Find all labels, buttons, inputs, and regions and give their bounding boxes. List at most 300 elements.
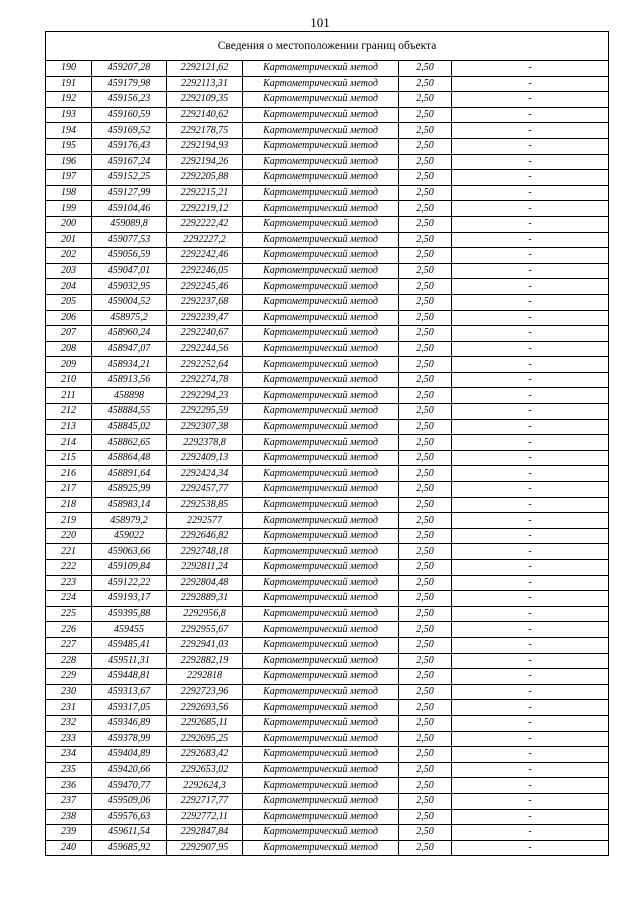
y-coordinate-cell: 2292956,8 [167, 606, 243, 622]
description-cell: - [452, 185, 609, 201]
description-cell: - [452, 326, 609, 342]
description-cell: - [452, 170, 609, 186]
y-coordinate-cell: 2292818 [167, 669, 243, 685]
accuracy-cell: 2,50 [399, 466, 452, 482]
table-row [46, 482, 609, 498]
method-cell: Картометрический метод [243, 560, 399, 576]
x-coordinate-cell: 458862,65 [92, 435, 167, 451]
x-coordinate-cell: 458979,2 [92, 513, 167, 529]
x-coordinate-cell: 459089,8 [92, 216, 167, 232]
method-cell: Картометрический метод [243, 715, 399, 731]
description-cell: - [452, 482, 609, 498]
x-coordinate-cell: 459346,89 [92, 715, 167, 731]
description-cell: - [452, 404, 609, 420]
y-coordinate-cell: 2292955,67 [167, 622, 243, 638]
point-number-cell: 221 [46, 544, 92, 560]
accuracy-cell: 2,50 [399, 185, 452, 201]
x-coordinate-cell: 459470,77 [92, 778, 167, 794]
table-row [46, 793, 609, 809]
description-cell: - [452, 560, 609, 576]
table-row [46, 606, 609, 622]
table-row [46, 715, 609, 731]
point-number-cell: 202 [46, 248, 92, 264]
point-number-cell: 219 [46, 513, 92, 529]
x-coordinate-cell: 459313,67 [92, 684, 167, 700]
x-coordinate-cell: 459509,06 [92, 793, 167, 809]
table-row [46, 684, 609, 700]
y-coordinate-cell: 2292140,62 [167, 107, 243, 123]
y-coordinate-cell: 2292646,82 [167, 528, 243, 544]
method-cell: Картометрический метод [243, 840, 399, 856]
point-number-cell: 236 [46, 778, 92, 794]
method-cell: Картометрический метод [243, 762, 399, 778]
method-cell: Картометрический метод [243, 294, 399, 310]
point-number-cell: 192 [46, 92, 92, 108]
description-cell: - [452, 216, 609, 232]
x-coordinate-cell: 459420,66 [92, 762, 167, 778]
point-number-cell: 217 [46, 482, 92, 498]
y-coordinate-cell: 2292804,48 [167, 575, 243, 591]
method-cell: Картометрический метод [243, 622, 399, 638]
table-row [46, 326, 609, 342]
point-number-cell: 223 [46, 575, 92, 591]
y-coordinate-cell: 2292811,24 [167, 560, 243, 576]
point-number-cell: 190 [46, 61, 92, 77]
y-coordinate-cell: 2292244,56 [167, 341, 243, 357]
table-row [46, 731, 609, 747]
table-row [46, 107, 609, 123]
point-number-cell: 218 [46, 497, 92, 513]
table-row [46, 61, 609, 77]
point-number-cell: 225 [46, 606, 92, 622]
accuracy-cell: 2,50 [399, 497, 452, 513]
y-coordinate-cell: 2292242,46 [167, 248, 243, 264]
y-coordinate-cell: 2292227,2 [167, 232, 243, 248]
table-row [46, 404, 609, 420]
table-row [46, 138, 609, 154]
point-number-cell: 195 [46, 138, 92, 154]
x-coordinate-cell: 459193,17 [92, 591, 167, 607]
table-row [46, 294, 609, 310]
point-number-cell: 204 [46, 279, 92, 295]
point-number-cell: 220 [46, 528, 92, 544]
x-coordinate-cell: 459404,89 [92, 747, 167, 763]
point-number-cell: 222 [46, 560, 92, 576]
x-coordinate-cell: 458845,02 [92, 419, 167, 435]
accuracy-cell: 2,50 [399, 248, 452, 264]
method-cell: Картометрический метод [243, 435, 399, 451]
method-cell: Картометрический метод [243, 825, 399, 841]
method-cell: Картометрический метод [243, 528, 399, 544]
accuracy-cell: 2,50 [399, 793, 452, 809]
y-coordinate-cell: 2292685,11 [167, 715, 243, 731]
method-cell: Картометрический метод [243, 575, 399, 591]
description-cell: - [452, 419, 609, 435]
x-coordinate-cell: 459122,22 [92, 575, 167, 591]
accuracy-cell: 2,50 [399, 232, 452, 248]
point-number-cell: 234 [46, 747, 92, 763]
accuracy-cell: 2,50 [399, 653, 452, 669]
method-cell: Картометрический метод [243, 107, 399, 123]
accuracy-cell: 2,50 [399, 731, 452, 747]
method-cell: Картометрический метод [243, 482, 399, 498]
y-coordinate-cell: 2292424,34 [167, 466, 243, 482]
y-coordinate-cell: 2292577 [167, 513, 243, 529]
method-cell: Картометрический метод [243, 341, 399, 357]
y-coordinate-cell: 2292246,05 [167, 263, 243, 279]
table-row [46, 232, 609, 248]
table-row [46, 809, 609, 825]
description-cell: - [452, 762, 609, 778]
x-coordinate-cell: 459485,41 [92, 637, 167, 653]
point-number-cell: 231 [46, 700, 92, 716]
method-cell: Картометрический метод [243, 637, 399, 653]
point-number-cell: 233 [46, 731, 92, 747]
description-cell: - [452, 450, 609, 466]
description-cell: - [452, 528, 609, 544]
table-row [46, 669, 609, 685]
description-cell: - [452, 263, 609, 279]
description-cell: - [452, 809, 609, 825]
accuracy-cell: 2,50 [399, 201, 452, 217]
description-cell: - [452, 154, 609, 170]
method-cell: Картометрический метод [243, 92, 399, 108]
point-number-cell: 205 [46, 294, 92, 310]
accuracy-cell: 2,50 [399, 684, 452, 700]
table-row [46, 123, 609, 139]
description-cell: - [452, 637, 609, 653]
description-cell: - [452, 310, 609, 326]
table-row [46, 341, 609, 357]
y-coordinate-cell: 2292219,12 [167, 201, 243, 217]
accuracy-cell: 2,50 [399, 61, 452, 77]
accuracy-cell: 2,50 [399, 341, 452, 357]
x-coordinate-cell: 458884,55 [92, 404, 167, 420]
y-coordinate-cell: 2292457,77 [167, 482, 243, 498]
accuracy-cell: 2,50 [399, 637, 452, 653]
y-coordinate-cell: 2292237,68 [167, 294, 243, 310]
y-coordinate-cell: 2292245,46 [167, 279, 243, 295]
method-cell: Картометрический метод [243, 310, 399, 326]
x-coordinate-cell: 459378,99 [92, 731, 167, 747]
description-cell: - [452, 669, 609, 685]
page-number: 101 [310, 15, 330, 30]
table-row [46, 185, 609, 201]
y-coordinate-cell: 2292693,56 [167, 700, 243, 716]
y-coordinate-cell: 2292941,03 [167, 637, 243, 653]
accuracy-cell: 2,50 [399, 123, 452, 139]
accuracy-cell: 2,50 [399, 419, 452, 435]
point-number-cell: 196 [46, 154, 92, 170]
description-cell: - [452, 92, 609, 108]
description-cell: - [452, 622, 609, 638]
description-cell: - [452, 840, 609, 856]
table-row [46, 840, 609, 856]
description-cell: - [452, 279, 609, 295]
table-row [46, 560, 609, 576]
description-cell: - [452, 107, 609, 123]
table-row [46, 591, 609, 607]
accuracy-cell: 2,50 [399, 840, 452, 856]
point-number-cell: 240 [46, 840, 92, 856]
y-coordinate-cell: 2292307,38 [167, 419, 243, 435]
y-coordinate-cell: 2292695,25 [167, 731, 243, 747]
method-cell: Картометрический метод [243, 700, 399, 716]
accuracy-cell: 2,50 [399, 482, 452, 498]
x-coordinate-cell: 458975,2 [92, 310, 167, 326]
table-row [46, 201, 609, 217]
method-cell: Картометрический метод [243, 154, 399, 170]
y-coordinate-cell: 2292653,02 [167, 762, 243, 778]
x-coordinate-cell: 458925,99 [92, 482, 167, 498]
method-cell: Картометрический метод [243, 450, 399, 466]
table-row [46, 419, 609, 435]
x-coordinate-cell: 459207,28 [92, 61, 167, 77]
y-coordinate-cell: 2292194,93 [167, 138, 243, 154]
y-coordinate-cell: 2292748,18 [167, 544, 243, 560]
x-coordinate-cell: 459032,95 [92, 279, 167, 295]
boundary-table [45, 31, 609, 856]
description-cell: - [452, 653, 609, 669]
point-number-cell: 214 [46, 435, 92, 451]
table-row [46, 263, 609, 279]
table-row [46, 76, 609, 92]
table-row [46, 778, 609, 794]
point-number-cell: 207 [46, 326, 92, 342]
method-cell: Картометрический метод [243, 778, 399, 794]
point-number-cell: 194 [46, 123, 92, 139]
method-cell: Картометрический метод [243, 279, 399, 295]
table-row [46, 622, 609, 638]
x-coordinate-cell: 459317,05 [92, 700, 167, 716]
point-number-cell: 193 [46, 107, 92, 123]
accuracy-cell: 2,50 [399, 575, 452, 591]
y-coordinate-cell: 2292113,31 [167, 76, 243, 92]
accuracy-cell: 2,50 [399, 544, 452, 560]
x-coordinate-cell: 459056,59 [92, 248, 167, 264]
method-cell: Картометрический метод [243, 466, 399, 482]
accuracy-cell: 2,50 [399, 76, 452, 92]
point-number-cell: 235 [46, 762, 92, 778]
accuracy-cell: 2,50 [399, 92, 452, 108]
accuracy-cell: 2,50 [399, 778, 452, 794]
y-coordinate-cell: 2292847,84 [167, 825, 243, 841]
method-cell: Картометрический метод [243, 497, 399, 513]
point-number-cell: 224 [46, 591, 92, 607]
method-cell: Картометрический метод [243, 138, 399, 154]
table-row [46, 170, 609, 186]
point-number-cell: 201 [46, 232, 92, 248]
accuracy-cell: 2,50 [399, 138, 452, 154]
description-cell: - [452, 466, 609, 482]
method-cell: Картометрический метод [243, 216, 399, 232]
x-coordinate-cell: 458947,07 [92, 341, 167, 357]
y-coordinate-cell: 2292240,67 [167, 326, 243, 342]
table-title-row [46, 32, 609, 61]
x-coordinate-cell: 459077,53 [92, 232, 167, 248]
point-number-cell: 232 [46, 715, 92, 731]
x-coordinate-cell: 459455 [92, 622, 167, 638]
accuracy-cell: 2,50 [399, 404, 452, 420]
table-row [46, 279, 609, 295]
x-coordinate-cell: 459176,43 [92, 138, 167, 154]
y-coordinate-cell: 2292538,85 [167, 497, 243, 513]
accuracy-cell: 2,50 [399, 294, 452, 310]
description-cell: - [452, 497, 609, 513]
table-row [46, 747, 609, 763]
x-coordinate-cell: 459576,63 [92, 809, 167, 825]
accuracy-cell: 2,50 [399, 263, 452, 279]
y-coordinate-cell: 2292215,21 [167, 185, 243, 201]
x-coordinate-cell: 459022 [92, 528, 167, 544]
point-number-cell: 226 [46, 622, 92, 638]
accuracy-cell: 2,50 [399, 450, 452, 466]
accuracy-cell: 2,50 [399, 279, 452, 295]
description-cell: - [452, 201, 609, 217]
description-cell: - [452, 294, 609, 310]
accuracy-cell: 2,50 [399, 606, 452, 622]
description-cell: - [452, 138, 609, 154]
description-cell: - [452, 232, 609, 248]
accuracy-cell: 2,50 [399, 622, 452, 638]
accuracy-cell: 2,50 [399, 825, 452, 841]
method-cell: Картометрический метод [243, 684, 399, 700]
x-coordinate-cell: 459167,24 [92, 154, 167, 170]
point-number-cell: 200 [46, 216, 92, 232]
description-cell: - [452, 248, 609, 264]
description-cell: - [452, 715, 609, 731]
point-number-cell: 208 [46, 341, 92, 357]
y-coordinate-cell: 2292274,78 [167, 372, 243, 388]
y-coordinate-cell: 2292717,77 [167, 793, 243, 809]
x-coordinate-cell: 458898 [92, 388, 167, 404]
x-coordinate-cell: 458934,21 [92, 357, 167, 373]
table-title: Сведения о местоположении границ объекта [46, 32, 609, 61]
method-cell: Картометрический метод [243, 809, 399, 825]
method-cell: Картометрический метод [243, 326, 399, 342]
method-cell: Картометрический метод [243, 653, 399, 669]
description-cell: - [452, 435, 609, 451]
method-cell: Картометрический метод [243, 185, 399, 201]
accuracy-cell: 2,50 [399, 747, 452, 763]
table-row [46, 466, 609, 482]
y-coordinate-cell: 2292889,31 [167, 591, 243, 607]
y-coordinate-cell: 2292772,11 [167, 809, 243, 825]
accuracy-cell: 2,50 [399, 435, 452, 451]
method-cell: Картометрический метод [243, 793, 399, 809]
table-row [46, 513, 609, 529]
method-cell: Картометрический метод [243, 170, 399, 186]
description-cell: - [452, 700, 609, 716]
point-number-cell: 213 [46, 419, 92, 435]
x-coordinate-cell: 459611,54 [92, 825, 167, 841]
accuracy-cell: 2,50 [399, 357, 452, 373]
table-row [46, 388, 609, 404]
x-coordinate-cell: 459127,99 [92, 185, 167, 201]
description-cell: - [452, 747, 609, 763]
x-coordinate-cell: 459169,52 [92, 123, 167, 139]
point-number-cell: 216 [46, 466, 92, 482]
method-cell: Картометрический метод [243, 747, 399, 763]
point-number-cell: 199 [46, 201, 92, 217]
table-row [46, 216, 609, 232]
method-cell: Картометрический метод [243, 201, 399, 217]
accuracy-cell: 2,50 [399, 310, 452, 326]
table-row [46, 450, 609, 466]
x-coordinate-cell: 458913,56 [92, 372, 167, 388]
description-cell: - [452, 76, 609, 92]
table-row [46, 92, 609, 108]
method-cell: Картометрический метод [243, 123, 399, 139]
description-cell: - [452, 372, 609, 388]
table-row [46, 154, 609, 170]
y-coordinate-cell: 2292882,19 [167, 653, 243, 669]
x-coordinate-cell: 459511,31 [92, 653, 167, 669]
x-coordinate-cell: 458891,64 [92, 466, 167, 482]
y-coordinate-cell: 2292378,8 [167, 435, 243, 451]
y-coordinate-cell: 2292194,26 [167, 154, 243, 170]
table-row [46, 762, 609, 778]
method-cell: Картометрический метод [243, 591, 399, 607]
description-cell: - [452, 606, 609, 622]
y-coordinate-cell: 2292222,42 [167, 216, 243, 232]
table-row [46, 248, 609, 264]
y-coordinate-cell: 2292252,64 [167, 357, 243, 373]
x-coordinate-cell: 459109,84 [92, 560, 167, 576]
x-coordinate-cell: 459063,66 [92, 544, 167, 560]
method-cell: Картометрический метод [243, 513, 399, 529]
method-cell: Картометрический метод [243, 76, 399, 92]
y-coordinate-cell: 2292121,62 [167, 61, 243, 77]
table-row [46, 372, 609, 388]
y-coordinate-cell: 2292295,59 [167, 404, 243, 420]
x-coordinate-cell: 459152,25 [92, 170, 167, 186]
method-cell: Картометрический метод [243, 606, 399, 622]
description-cell: - [452, 123, 609, 139]
accuracy-cell: 2,50 [399, 591, 452, 607]
point-number-cell: 212 [46, 404, 92, 420]
point-number-cell: 230 [46, 684, 92, 700]
description-cell: - [452, 61, 609, 77]
table-row [46, 700, 609, 716]
point-number-cell: 203 [46, 263, 92, 279]
point-number-cell: 209 [46, 357, 92, 373]
point-number-cell: 227 [46, 637, 92, 653]
x-coordinate-cell: 459004,52 [92, 294, 167, 310]
accuracy-cell: 2,50 [399, 107, 452, 123]
method-cell: Картометрический метод [243, 232, 399, 248]
method-cell: Картометрический метод [243, 731, 399, 747]
point-number-cell: 238 [46, 809, 92, 825]
x-coordinate-cell: 459156,23 [92, 92, 167, 108]
y-coordinate-cell: 2292907,95 [167, 840, 243, 856]
accuracy-cell: 2,50 [399, 372, 452, 388]
table-row [46, 357, 609, 373]
method-cell: Картометрический метод [243, 61, 399, 77]
accuracy-cell: 2,50 [399, 762, 452, 778]
accuracy-cell: 2,50 [399, 715, 452, 731]
description-cell: - [452, 357, 609, 373]
point-number-cell: 229 [46, 669, 92, 685]
description-cell: - [452, 778, 609, 794]
y-coordinate-cell: 2292683,42 [167, 747, 243, 763]
y-coordinate-cell: 2292109,35 [167, 92, 243, 108]
accuracy-cell: 2,50 [399, 170, 452, 186]
y-coordinate-cell: 2292205,88 [167, 170, 243, 186]
y-coordinate-cell: 2292178,75 [167, 123, 243, 139]
point-number-cell: 228 [46, 653, 92, 669]
x-coordinate-cell: 459448,81 [92, 669, 167, 685]
